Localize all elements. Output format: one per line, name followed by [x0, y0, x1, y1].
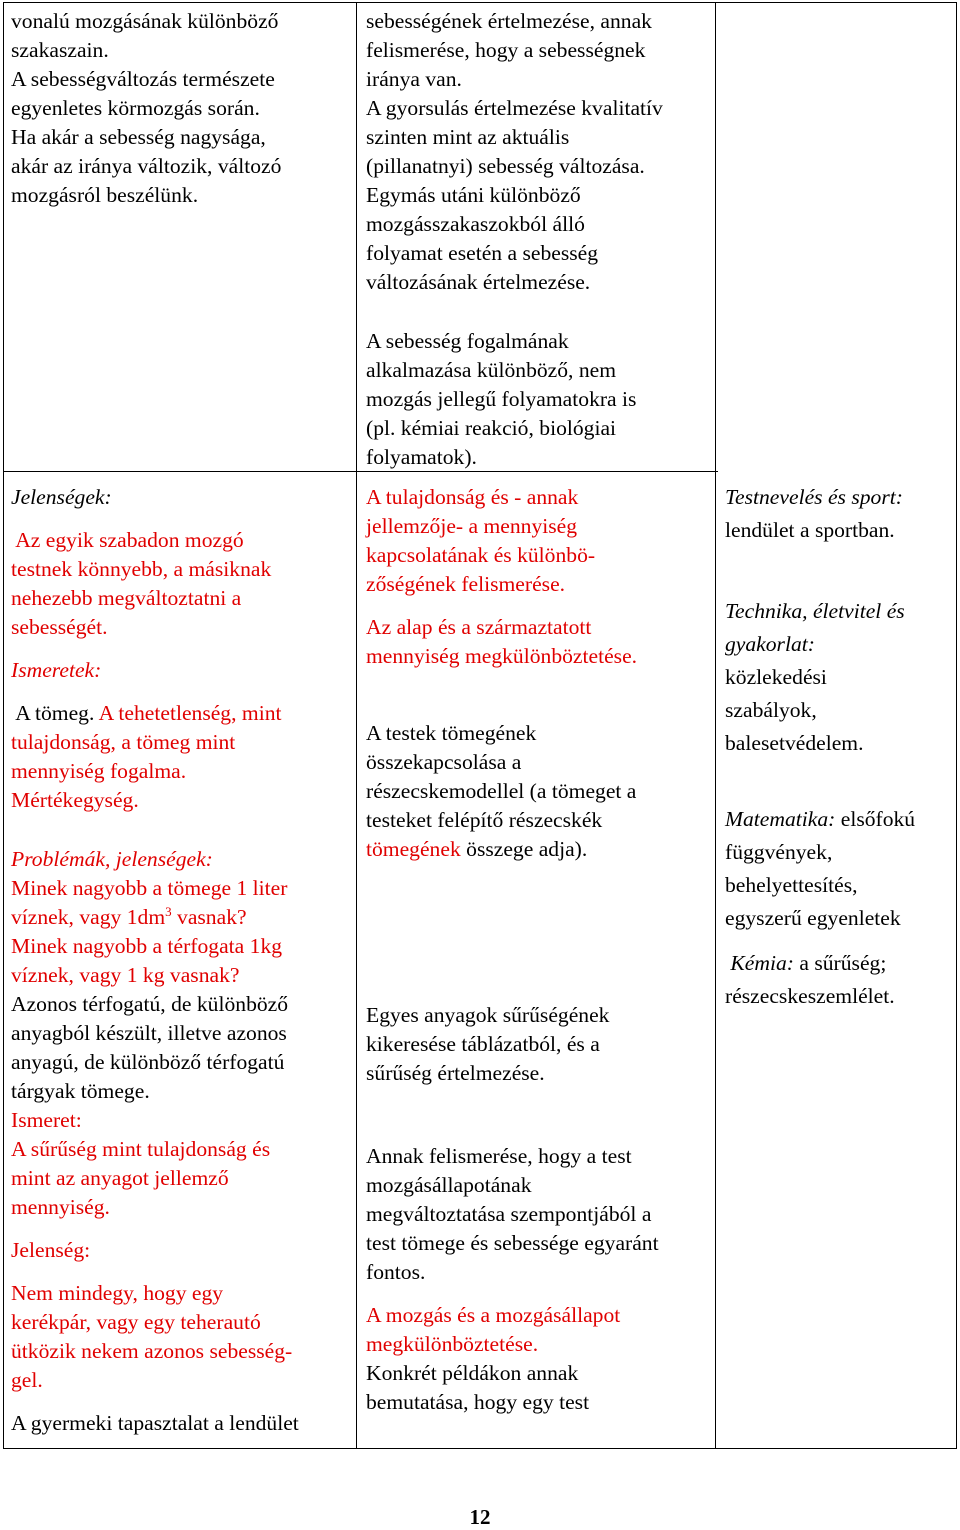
text-line: A tulajdonság és - annak: [366, 485, 579, 509]
text-line: A mozgás és a mozgásállapot: [366, 1303, 621, 1327]
testneveles-label: Testnevelés és sport:: [725, 485, 903, 509]
text-line: jellemzője- a mennyiség: [366, 514, 578, 538]
text-line: sebességének értelmezése, annak: [366, 9, 652, 33]
text-line: gel.: [11, 1368, 43, 1392]
text-line: kikeresése táblázatból, és a: [366, 1032, 600, 1056]
row2-col1-cell: [11, 483, 356, 1438]
text-line: lendület a sportban.: [725, 518, 895, 542]
text-line: A sűrűség mint tulajdonság és: [11, 1137, 271, 1161]
text-line: iránya van.: [366, 67, 462, 91]
tomegenek-text: tömegének: [366, 837, 461, 861]
text-line: egyszerű egyenletek: [725, 906, 901, 930]
text-line: Ha akár a sebesség nagysága,: [11, 125, 266, 149]
text-line: A gyorsulás értelmezése kvalitatív: [366, 96, 663, 120]
technika-label: Technika, életvitel és: [725, 599, 905, 623]
problemak-label: Problémák, jelenségek:: [11, 847, 213, 871]
q1-part-b: vasnak?: [171, 905, 247, 929]
text-line: anyagú, de különböző térfogatú: [11, 1050, 285, 1074]
row1-col2-cell: [366, 7, 714, 472]
text-line: Konkrét példákon annak: [366, 1361, 579, 1385]
technika-label: gyakorlat:: [725, 632, 815, 656]
kemia-text: a sűrűség;: [793, 951, 887, 975]
text-line: részecskemodellel (a tömeget a: [366, 779, 637, 803]
text-line: szabályok,: [725, 698, 817, 722]
text-line: bemutatása, hogy egy test: [366, 1390, 590, 1414]
text-line: [366, 835, 714, 864]
osszege-text: összege adja).: [460, 837, 588, 861]
text-line: függvények,: [725, 840, 833, 864]
text-line: A testek tömegének: [366, 721, 537, 745]
text-line: anyagból készült, illetve azonos: [11, 1021, 287, 1045]
row1-col1-cell: [11, 7, 356, 210]
text-line: test tömege és sebessége egyaránt: [366, 1231, 659, 1255]
text-line: mozgásról beszélünk.: [11, 183, 199, 207]
text-line: változásának értelmezése.: [366, 270, 591, 294]
text-line: közlekedési: [725, 665, 827, 689]
ismeret-label: Ismeret:: [11, 1108, 82, 1132]
text-line: kerékpár, vagy egy teherautó: [11, 1310, 261, 1334]
text-line: megkülönböztetése.: [366, 1332, 539, 1356]
text-line: mennyiség.: [11, 1195, 110, 1219]
text-line: Az alap és a származtatott: [366, 615, 592, 639]
text-line: akár az iránya változik, változó: [11, 154, 282, 178]
text-line: Minek nagyobb a térfogata 1kg: [11, 934, 283, 958]
text-line: tulajdonság, a tömeg mint: [11, 730, 236, 754]
text-line: egyenletes körmozgás során.: [11, 96, 260, 120]
text-line: ütközik nekem azonos sebesség-: [11, 1339, 293, 1363]
text-line: balesetvédelem.: [725, 731, 864, 755]
text-line: Mértékegység.: [11, 788, 139, 812]
text-line: (pl. kémiai reakció, biológiai: [366, 416, 617, 440]
text-line: mozgásszakaszokból álló: [366, 212, 585, 236]
text-line: zőségének felismerése.: [366, 572, 566, 596]
text-line: [11, 903, 356, 932]
text-line: mozgás jellegű folyamatokra is: [366, 387, 637, 411]
text-line: kapcsolatának és különbö-: [366, 543, 596, 567]
q1-part-a: víznek, vagy 1dm: [11, 905, 166, 929]
text-line: nehezebb megváltoztatni a: [11, 586, 242, 610]
text-line: fontos.: [366, 1260, 426, 1284]
column-divider-2: [715, 3, 716, 1448]
tomeg-text: A tömeg.: [11, 701, 99, 725]
text-line: [725, 947, 953, 980]
text-line: A gyermeki tapasztalat a lendület: [11, 1411, 299, 1435]
text-line: A sebesség fogalmának: [366, 329, 569, 353]
text-line: szinten mint az aktuális: [366, 125, 570, 149]
text-line: sűrűség értelmezése.: [366, 1061, 545, 1085]
page-number: 12: [469, 1505, 491, 1529]
text-line: összekapcsolása a: [366, 750, 522, 774]
kemia-label: Kémia:: [725, 951, 794, 975]
text-line: [725, 803, 953, 836]
text-line: Annak felismerése, hogy a test: [366, 1144, 632, 1168]
jelensegek-label: Jelenségek:: [11, 485, 112, 509]
text-line: víznek, vagy 1 kg vasnak?: [11, 963, 240, 987]
text-line: testeket felépítő részecskék: [366, 808, 603, 832]
text-line: folyamatok).: [366, 445, 477, 469]
text-line: mint az anyagot jellemző: [11, 1166, 229, 1190]
text-line: (pillanatnyi) sebesség változása.: [366, 154, 645, 178]
text-line: felismerése, hogy a sebességnek: [366, 38, 646, 62]
row2-col3-cell: [725, 483, 953, 1013]
text-line: részecskeszemlélet.: [725, 984, 895, 1008]
text-line: alkalmazása különböző, nem: [366, 358, 617, 382]
curriculum-table: [3, 2, 957, 1449]
text-line: sebességét.: [11, 615, 108, 639]
column-divider-1: [356, 3, 357, 1448]
text-line: [11, 699, 356, 728]
tehetetlenseg-text: A tehetetlenség, mint: [98, 701, 282, 725]
text-line: Egymás utáni különböző: [366, 183, 581, 207]
matematika-label: Matematika:: [725, 807, 836, 831]
text-line: tárgyak tömege.: [11, 1079, 150, 1103]
text-line: Minek nagyobb a tömege 1 liter: [11, 876, 288, 900]
text-line: Az egyik szabadon mozgó: [11, 528, 244, 552]
text-line: mennyiség fogalma.: [11, 759, 187, 783]
text-line: Egyes anyagok sűrűségének: [366, 1003, 610, 1027]
text-line: behelyettesítés,: [725, 873, 858, 897]
ismeretek-label: Ismeretek:: [11, 658, 102, 682]
text-line: Nem mindegy, hogy egy: [11, 1281, 224, 1305]
matematika-text: elsőfokú: [835, 807, 916, 831]
text-line: mozgásállapotának: [366, 1173, 532, 1197]
jelenseg-label: Jelenség:: [11, 1238, 91, 1262]
text-line: vonalú mozgásának különböző: [11, 9, 279, 33]
superscript-3: 3: [165, 903, 172, 919]
text-line: folyamat esetén a sebesség: [366, 241, 599, 265]
text-line: szakaszain.: [11, 38, 109, 62]
text-line: mennyiség megkülönböztetése.: [366, 644, 638, 668]
text-line: megváltoztatása szempontjából a: [366, 1202, 652, 1226]
text-line: Azonos térfogatú, de különböző: [11, 992, 289, 1016]
text-line: testnek könnyebb, a másiknak: [11, 557, 272, 581]
row2-col2-cell: [366, 483, 714, 1417]
text-line: A sebességváltozás természete: [11, 67, 275, 91]
